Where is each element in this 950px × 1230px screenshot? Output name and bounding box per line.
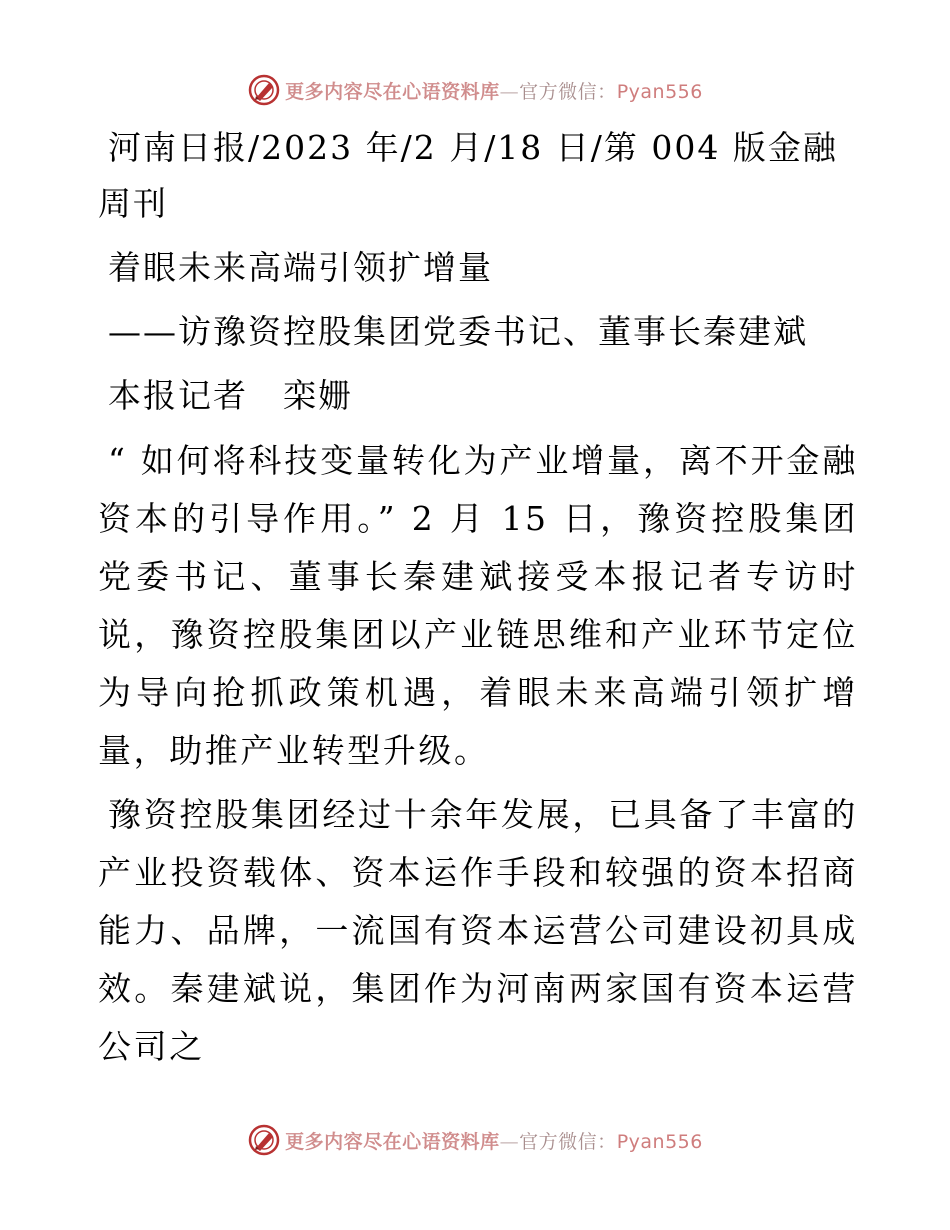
watermark-text [285, 77, 703, 104]
watermark-banner-top [0, 70, 950, 110]
watermark-text [285, 1127, 703, 1154]
article-title: 着眼未来高端引领扩增量 [108, 248, 493, 287]
watermark-separator: — [499, 80, 520, 103]
article-body [98, 120, 858, 1082]
article-subtitle: ——访豫资控股集团党委书记、董事长秦建斌 [108, 312, 808, 351]
watermark-slogan: 更多内容尽在心语资料库 [285, 80, 500, 103]
pen-nib-logo-icon [247, 1123, 281, 1157]
watermark-separator: — [499, 1130, 520, 1153]
pen-nib-logo-icon [247, 73, 281, 107]
paragraph: “ 如何将科技变量转化为产业增量，离不开金融资本的引导作用。” 2 月 15 日，豫资控股集团党委书记、董事长秦建斌接受本报记者专访时说，豫资控股集团以产业链思维和产业环节定位为导向抢抓政策机遇，着眼未来高端引领扩增量，助推产业转型升级。 [98, 441, 858, 770]
paragraph: 豫资控股集团经过十余年发展，已具备了丰富的产业投资载体、资本运作手段和较强的资本招商能力、品牌，一流国有资本运营公司建设初具成效。秦建斌说，集团作为河南两家国有资本运营公司之 [98, 795, 858, 1066]
watermark-slogan: 更多内容尽在心语资料库 [285, 1130, 500, 1153]
source-line: 河南日报/2023 年/2 月/18 日/第 004 版金融周刊 [98, 128, 838, 223]
watermark-banner-bottom [0, 1120, 950, 1160]
watermark-wechat-id: Pyan556 [616, 80, 703, 103]
article-byline: 本报记者 栾姗 [108, 376, 353, 415]
watermark-label: 官方微信： [519, 1130, 617, 1153]
watermark-label: 官方微信： [519, 80, 617, 103]
watermark-wechat-id: Pyan556 [616, 1130, 703, 1153]
